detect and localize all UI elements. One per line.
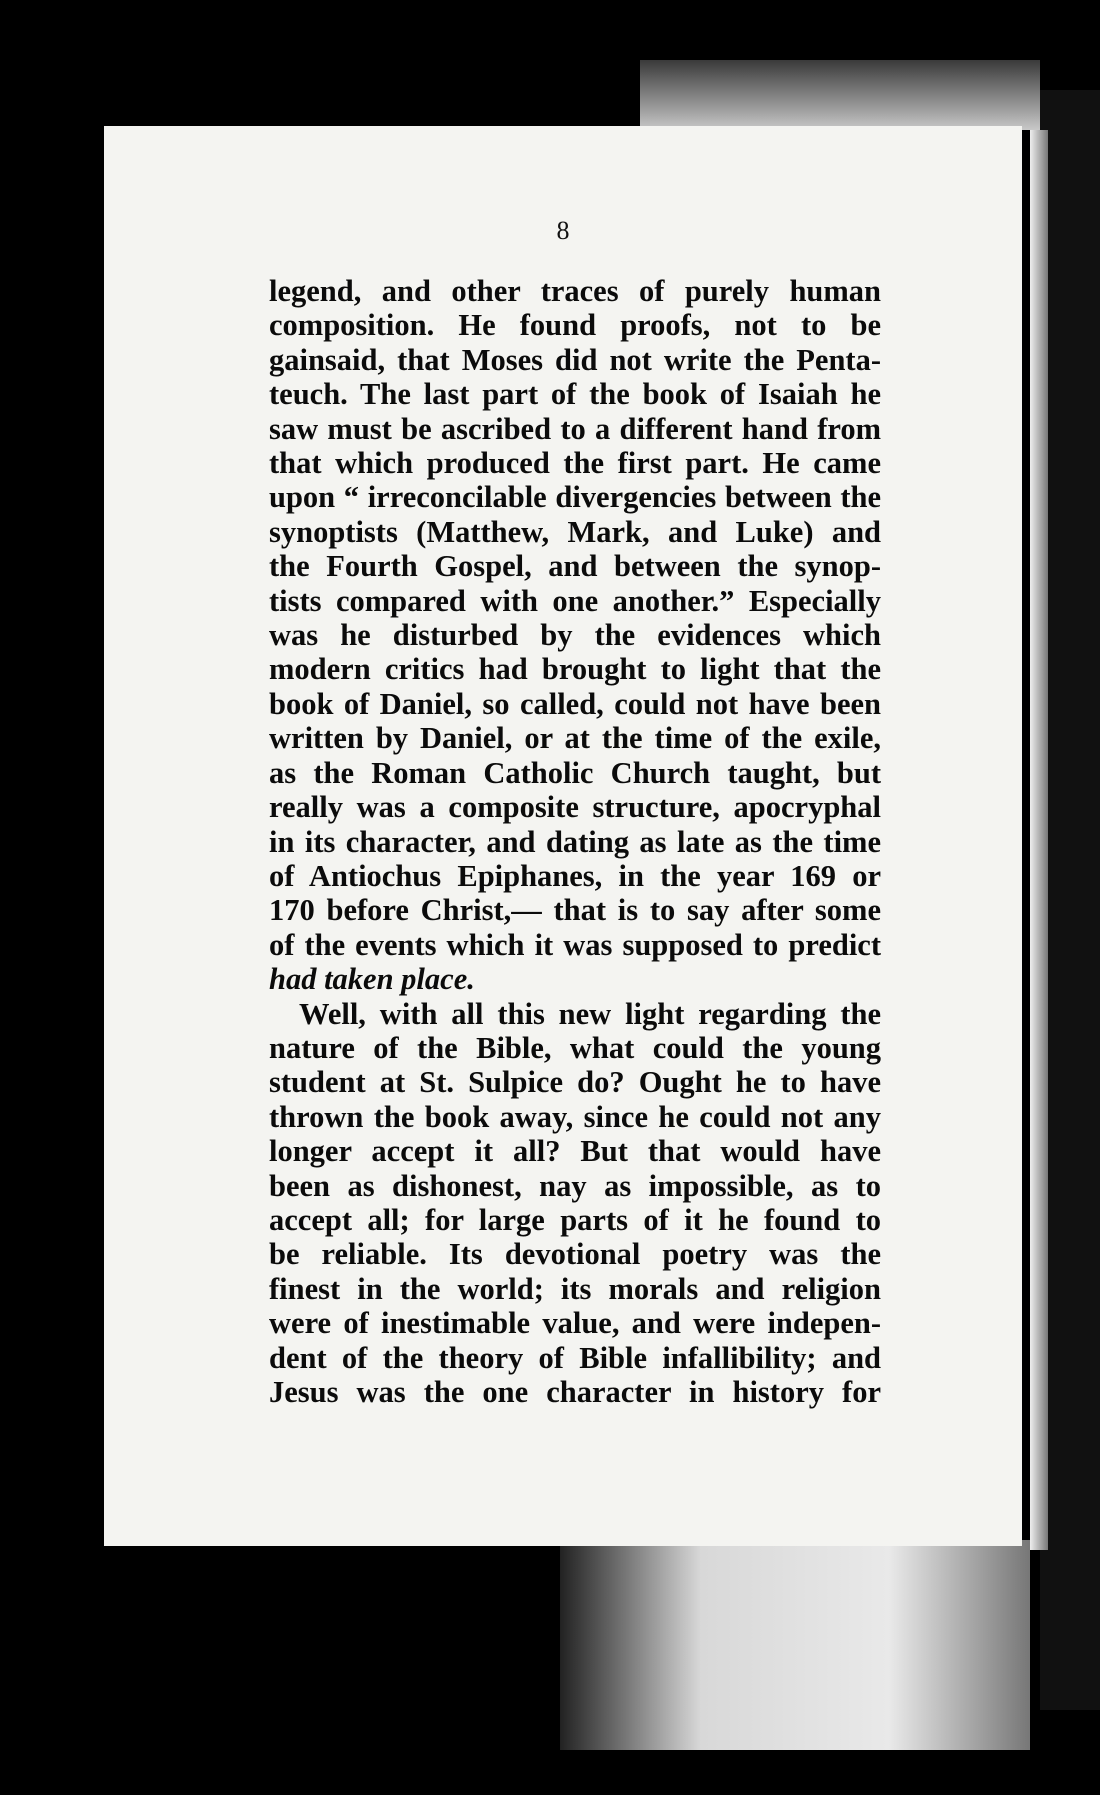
text-line: as the Roman Catholic Church taught, but [269, 755, 881, 790]
text-line: tists compared with one another.” Especially [269, 583, 881, 618]
text-line: were of inestimable value, and were indepen- [269, 1306, 881, 1341]
scan-background [640, 60, 1040, 130]
page-shadow [560, 1540, 1030, 1750]
text-line: gainsaid, that Moses did not write the Penta- [269, 342, 881, 377]
text-line: of Antiochus Epiphanes, in the year 169 or [269, 858, 881, 893]
text-line: of the events which it was supposed to predict [269, 927, 881, 962]
text-line: was he disturbed by the evidences which [269, 618, 881, 653]
text-line: modern critics had brought to light that the [269, 652, 881, 687]
text-line: synoptists (Matthew, Mark, and Luke) and [269, 514, 881, 549]
page-number: 8 [556, 216, 570, 245]
text-line: finest in the world; its morals and religion [269, 1271, 881, 1306]
text-line: had taken place. [269, 962, 475, 997]
text-line: 170 before Christ,— that is to say after some [269, 893, 881, 928]
page-edge-strip [1030, 130, 1048, 1550]
body-text [269, 274, 881, 1409]
text-line: in its character, and dating as late as the time [269, 824, 881, 859]
text-line: saw must be ascribed to a different hand from [269, 411, 881, 446]
book-page [104, 126, 1022, 1546]
text-line: dent of the theory of Bible infallibility; and [269, 1340, 881, 1375]
text-line: longer accept it all? But that would have [269, 1134, 881, 1169]
text-line: be reliable. Its devotional poetry was the [269, 1237, 881, 1272]
text-line: nature of the Bible, what could the young [269, 1030, 881, 1065]
text-line: book of Daniel, so called, could not have been [269, 686, 881, 721]
text-line: legend, and other traces of purely human [269, 274, 881, 308]
text-line: Jesus was the one character in history for [269, 1375, 881, 1409]
adjacent-page-edge [1040, 90, 1100, 1710]
text-line: written by Daniel, or at the time of the exile, [269, 721, 881, 756]
text-line: really was a composite structure, apocryphal [269, 790, 881, 825]
text-line: been as dishonest, nay as impossible, as to [269, 1168, 881, 1203]
text-line: Well, with all this new light regarding the [299, 996, 881, 1031]
text-line: teuch. The last part of the book of Isaiah he [269, 377, 881, 412]
text-line: thrown the book away, since he could not any [269, 1099, 881, 1134]
text-line: upon “ irreconcilable divergencies between the [269, 480, 881, 515]
text-line: student at St. Sulpice do? Ought he to have [269, 1065, 881, 1100]
text-line: the Fourth Gospel, and between the synop- [269, 549, 881, 584]
text-line: composition. He found proofs, not to be [269, 308, 881, 343]
text-line: accept all; for large parts of it he found to [269, 1202, 881, 1237]
text-line: that which produced the first part. He came [269, 446, 881, 481]
